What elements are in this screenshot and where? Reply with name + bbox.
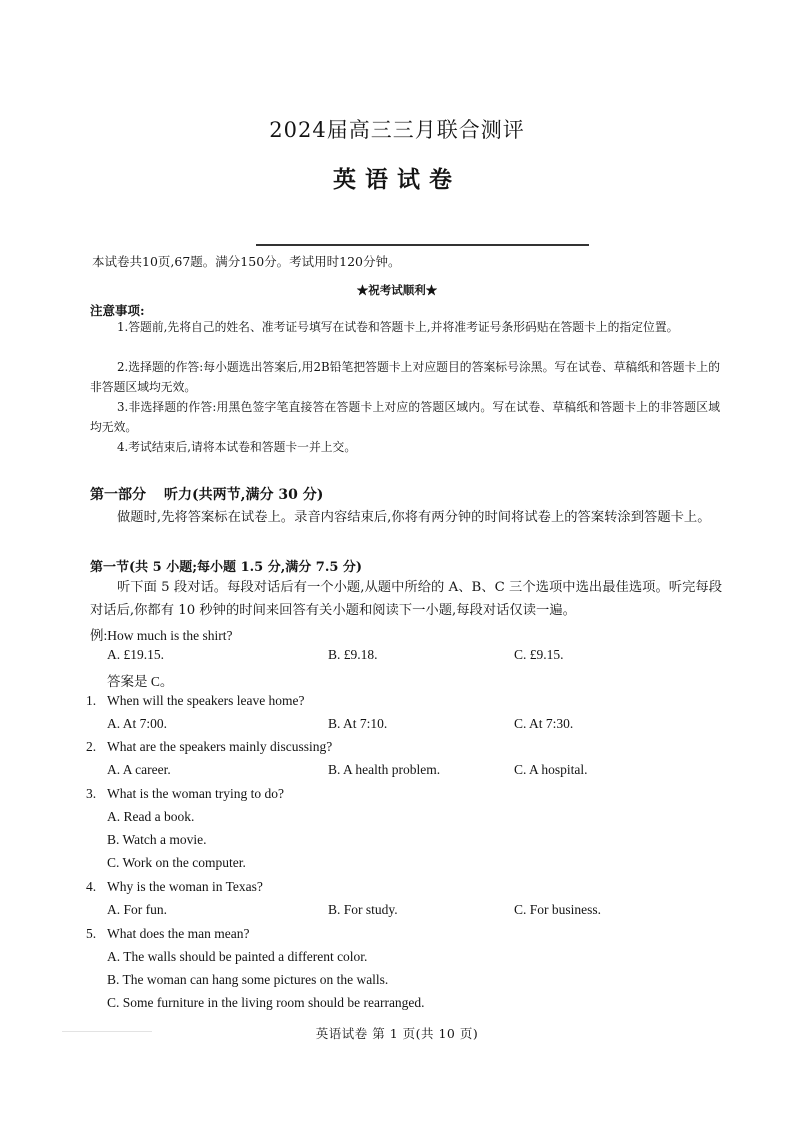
part1-instruction: 做题时,先将答案标在试卷上。录音内容结束后,你将有两分钟的时间将试卷上的答案转涂到答题卡上。 [117,510,711,525]
subject-title: 英语试卷 [333,166,461,193]
option-b: B. A health problem. [328,762,441,777]
option-c: C. A hospital. [514,762,588,777]
note-item: 3.非选择题的作答:用黑色签字笔直接答在答题卡上对应的答题区域内。写在试卷、草稿纸和答题卡上的非答题区域均无效。 [90,400,720,434]
notes-heading: 注意事项: [90,303,145,318]
question-number: 4. [86,879,97,894]
note-item: 4.考试结束后,请将本试卷和答题卡一并上交。 [117,440,357,454]
question-text: What is the woman trying to do? [107,786,284,801]
option-b: B. For study. [328,902,398,917]
part1-label: 第一部分 [90,487,146,503]
section1-title: 第一节(共 5 小题;每小题 1.5 分,满分 7.5 分) [90,560,363,575]
option-a: A. For fun. [107,902,167,917]
option-c: C. Some furniture in the living room should be rearranged. [107,995,425,1010]
question-number: 5. [86,926,97,941]
question-text: What does the man mean? [107,926,250,941]
example-option-c: C. £9.15. [514,647,564,662]
example-question: 例:How much is the shirt? [90,628,233,643]
note-item: 2.选择题的作答:每小题选出答案后,用2B铅笔把答题卡上对应题目的答案标号涂黑。写在试卷、草稿纸和答题卡上的非答题区域均无效。 [90,360,720,394]
option-c: C. For business. [514,902,602,917]
page-footer: 英语试卷 第 1 页(共 10 页) [315,1026,479,1041]
option-c: C. Work on the computer. [107,855,246,870]
option-a: A. The walls should be painted a different color. [107,949,368,964]
question-number: 2. [86,739,97,754]
option-a: A. A career. [107,762,171,777]
part1-title: 听力(共两节,满分 30 分) [164,487,324,503]
example-option-b: B. £9.18. [328,647,378,662]
example-answer: 答案是 C。 [107,674,174,689]
example-option-a: A. £19.15. [107,647,164,662]
part1-heading [90,484,323,504]
note-item: 1.答题前,先将自己的姓名、准考证号填写在试卷和答题卡上,并将准考证号条形码贴在答题卡上的指定位置。 [117,320,679,334]
option-b: B. At 7:10. [328,716,388,731]
question-text: Why is the woman in Texas? [107,879,263,894]
option-c: C. At 7:30. [514,716,574,731]
option-b: B. The woman can hang some pictures on the walls. [107,972,389,987]
option-a: A. At 7:00. [107,716,168,731]
option-b: B. Watch a movie. [107,832,207,847]
option-a: A. Read a book. [107,809,195,824]
question-number: 3. [86,786,97,801]
good-luck-slogan: ★祝考试顺利★ [356,283,438,297]
question-text: What are the speakers mainly discussing? [107,739,333,754]
section1-instruction: 听下面 5 段对话。每段对话后有一个小题,从题中所给的 A、B、C 三个选项中选出最佳选项。听完每段对话后,你都有 10 秒钟的时间来回答有关小题和阅读下一小题,每段对话仅读一遍。 [90,580,722,618]
question-text: When will the speakers leave home? [107,693,305,708]
exam-info: 本试卷共10页,67题。满分150分。考试用时120分钟。 [92,254,401,269]
question-number: 1. [86,693,97,708]
exam-title: 2024届高三三月联合测评 [269,118,525,142]
header-divider [256,244,589,246]
